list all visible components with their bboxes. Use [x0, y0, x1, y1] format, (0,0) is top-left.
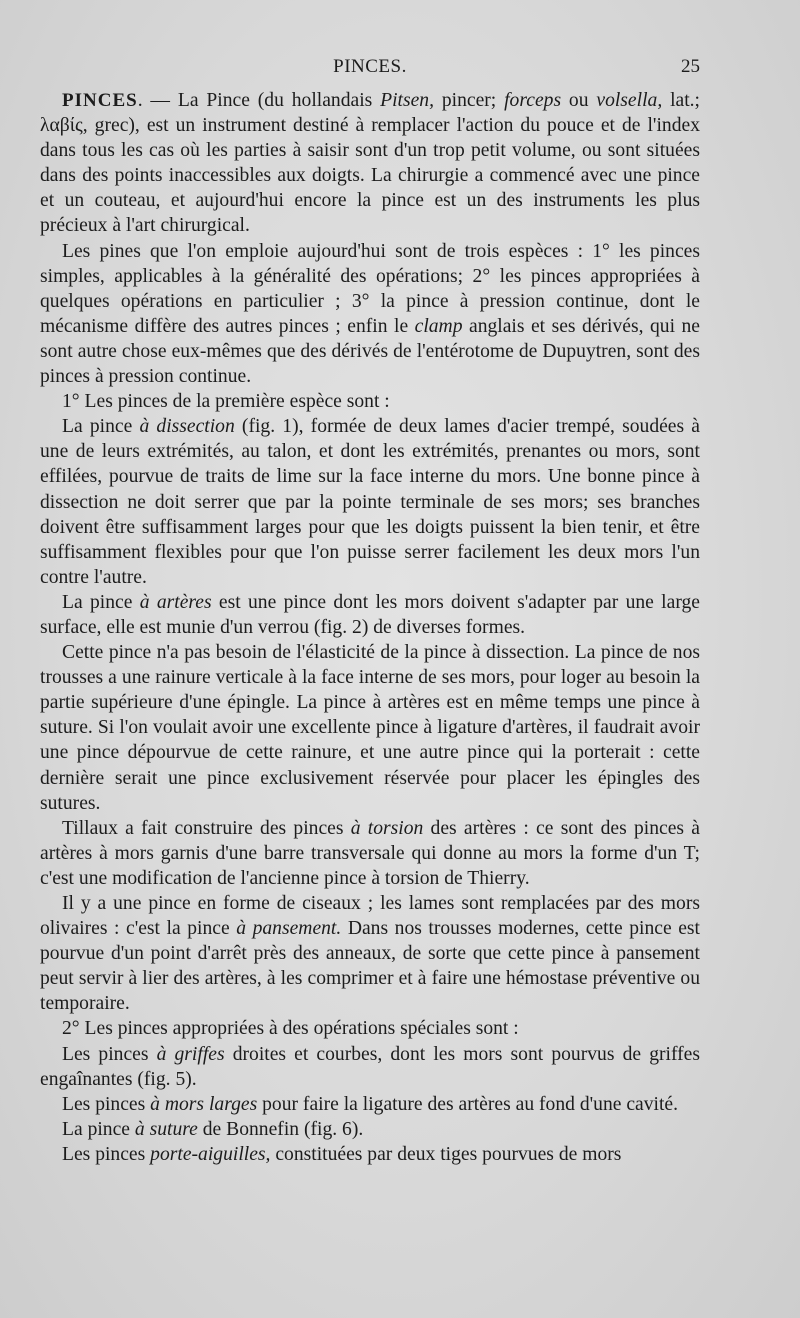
paragraph-suture: La pince à suture de Bonnefin (fig. 6). — [62, 1118, 364, 1140]
paragraph-porte-aiguilles: Les pinces porte-aiguilles, constituées par deux tiges pourvues de mors — [62, 1143, 622, 1165]
paragraph-dissection: La pince à dissection (fig. 1), formée de deux lames d'acier trempé, soudées à une de leurs extrémités, au talon, et dont les extrémités, prenantes ou mors, sont effilées, pourvue de traits de lime sur la face interne du mors. Une bonne pince à dissection ne doit serrer que par la pointe terminale de ses mors; ses branches doivent être suffisamment larges pour que les doigts puissent la bien tenir, et être suffisamment flexibles pour que l'on puisse serrer facilement les deux mors l'un contre l'autre. — [40, 416, 700, 588]
paragraph-three-species: Les pines que l'on emploie aujourd'hui sont de trois espèces : 1° les pinces simples, applicables à la généralité des opérations; 2° les pinces appropriées à quelques opérations en particulier ; 3° la pince à pression continue, dont le mécanisme diffère des autres pinces ; enfin le clamp anglais et ses dérivés, qui ne sont autre chose eux-mêmes que des dérivés de l'entérotome de Dupuytren, sont des pinces à pression continue. — [40, 240, 700, 388]
paragraph-arteres: La pince à artères est une pince dont les mors doivent s'adapter par une large surface, elle est munie d'un verrou (fig. 2) de diverses formes. — [40, 591, 700, 638]
paragraph-griffes: Les pinces à griffes droites et courbes, dont les mors sont pourvus de griffes engaînantes (fig. 5). — [40, 1043, 700, 1090]
paragraph-elasticite: Cette pince n'a pas besoin de l'élasticité de la pince à dissection. La pince de nos trousses a une rainure verticale à la face interne de ses mors, pour loger au besoin la partie supérieure d'une épingle. La pince à artères est en même temps une pince à suture. Si l'on voulait avoir une excellente pince à ligature d'artères, il faudrait avoir une pince dépourvue de cette rainure, et une autre pince qui la porterait : cette dernière serait une pince exclusivement réservée pour placer les épingles des sutures. — [40, 642, 700, 814]
paragraph-first-species: 1° Les pinces de la première espèce sont : — [62, 391, 390, 413]
running-title: PINCES. — [333, 56, 407, 77]
paragraph-mors-larges: Les pinces à mors larges pour faire la ligature des artères au fond d'une cavité. — [62, 1093, 679, 1115]
entry-headword: PINCES — [62, 90, 138, 111]
paragraph-pansement: Il y a une pince en forme de ciseaux ; les lames sont remplacées par des mors olivaires : c'est la pince à pansement. Dans nos trousses modernes, cette pince est pourvue d'un point d'arrêt près des anneaux, de sorte que cette pince à pansement peut servir à lier des artères, à les comprimer et à faire une hémostase préventive ou temporaire. — [40, 893, 700, 1015]
body-text — [40, 88, 700, 1167]
paragraph-pinces-definition: PINCES. — La Pince (du hollandais Pitsen, pincer; forceps ou volsella, lat.; λαβίς, grec), est un instrument destiné à remplacer l'action du pouce et de l'index dans tous les cas où les parties à saisir sont d'un trop petit volume, ou sont situées dans des points inaccessibles aux doigts. La chirurgie a commencé avec une pince et un couteau, et aujourd'hui encore la pince est un des instruments les plus précieux à l'art chirurgical. — [40, 90, 700, 237]
paragraph-torsion: Tillaux a fait construire des pinces à torsion des artères : ce sont des pinces à artères à mors garnis d'une barre transversale qui donne au mors la forme d'un T; c'est une modification de l'ancienne pince à torsion de Thierry. — [40, 817, 700, 889]
paragraph-second-species: 2° Les pinces appropriées à des opérations spéciales sont : — [62, 1018, 519, 1040]
running-head — [40, 56, 700, 82]
page-number: 25 — [681, 56, 700, 77]
